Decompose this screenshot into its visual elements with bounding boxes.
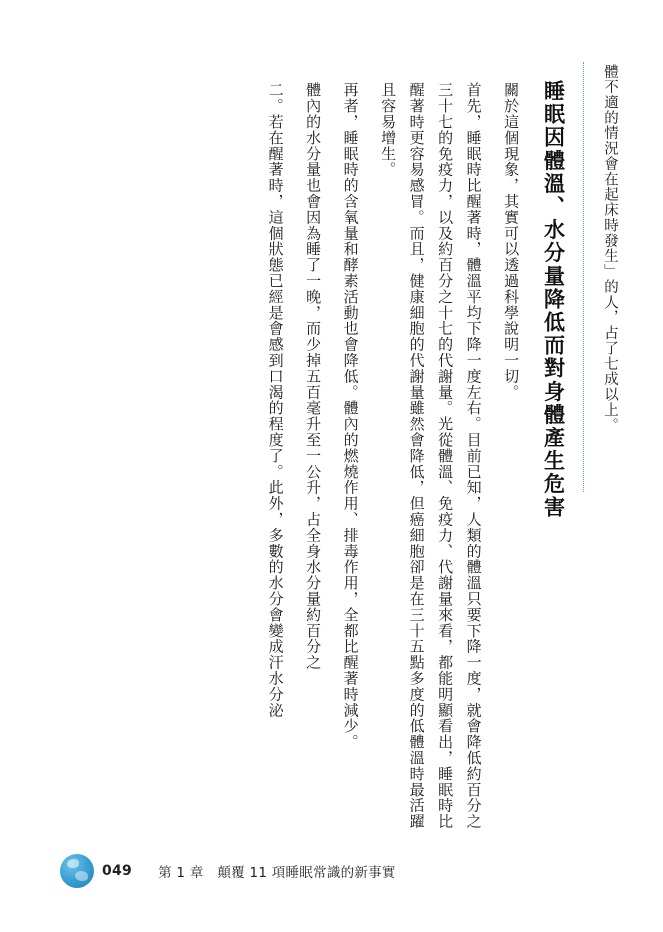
paragraph-3: 再者，睡眠時的含氧量和酵素活動也會降低。體內的燃燒作用、排毒作用，全都比醒著時減少。 xyxy=(341,82,360,750)
paragraph-4: 二。若在醒著時，這個狀態已經是會感到口渴的程度了。此外，多數的水分會變成汗水分泌 xyxy=(266,82,285,718)
paragraph-1: 關於這個現象，其實可以透過科學說明一切。 xyxy=(502,82,521,400)
section-heading: 睡眠因體溫、水分量降低而對身體產生危害 xyxy=(541,80,566,519)
paragraph-4-head: 體內的水分量也會因為睡了一晚，而少掉五百毫升至一公升，占全身水分量約百分之 xyxy=(304,82,323,671)
paragraph-2: 首先，睡眠時比醒著時，體溫平均下降一度左右。目前已知，人類的體溫只要下降一度，就會降低約百分之三十七的免疫力，以及約百分之十七的代謝量。光從體溫、免疫力、代謝量來看，都能明顯看出，睡眠時比醒著時更容易感冒。而且，健康細胞的代謝量雖然會降低，但癌細胞卻是在三十五點多度的低體溫時最活躍且容易增生。 xyxy=(379,82,483,830)
chapter-label: 第 1 章 顛覆 11 項睡眠常識的新事實 xyxy=(158,865,396,881)
vertical-dotted-rule xyxy=(583,62,585,492)
page-number: 049 xyxy=(102,863,133,879)
globe-icon xyxy=(60,854,94,888)
page-body xyxy=(40,62,623,830)
page-footer xyxy=(60,854,396,888)
carryover-text: 體不適的情況會在起床時發生」的人，占了七成以上。 xyxy=(602,64,618,433)
